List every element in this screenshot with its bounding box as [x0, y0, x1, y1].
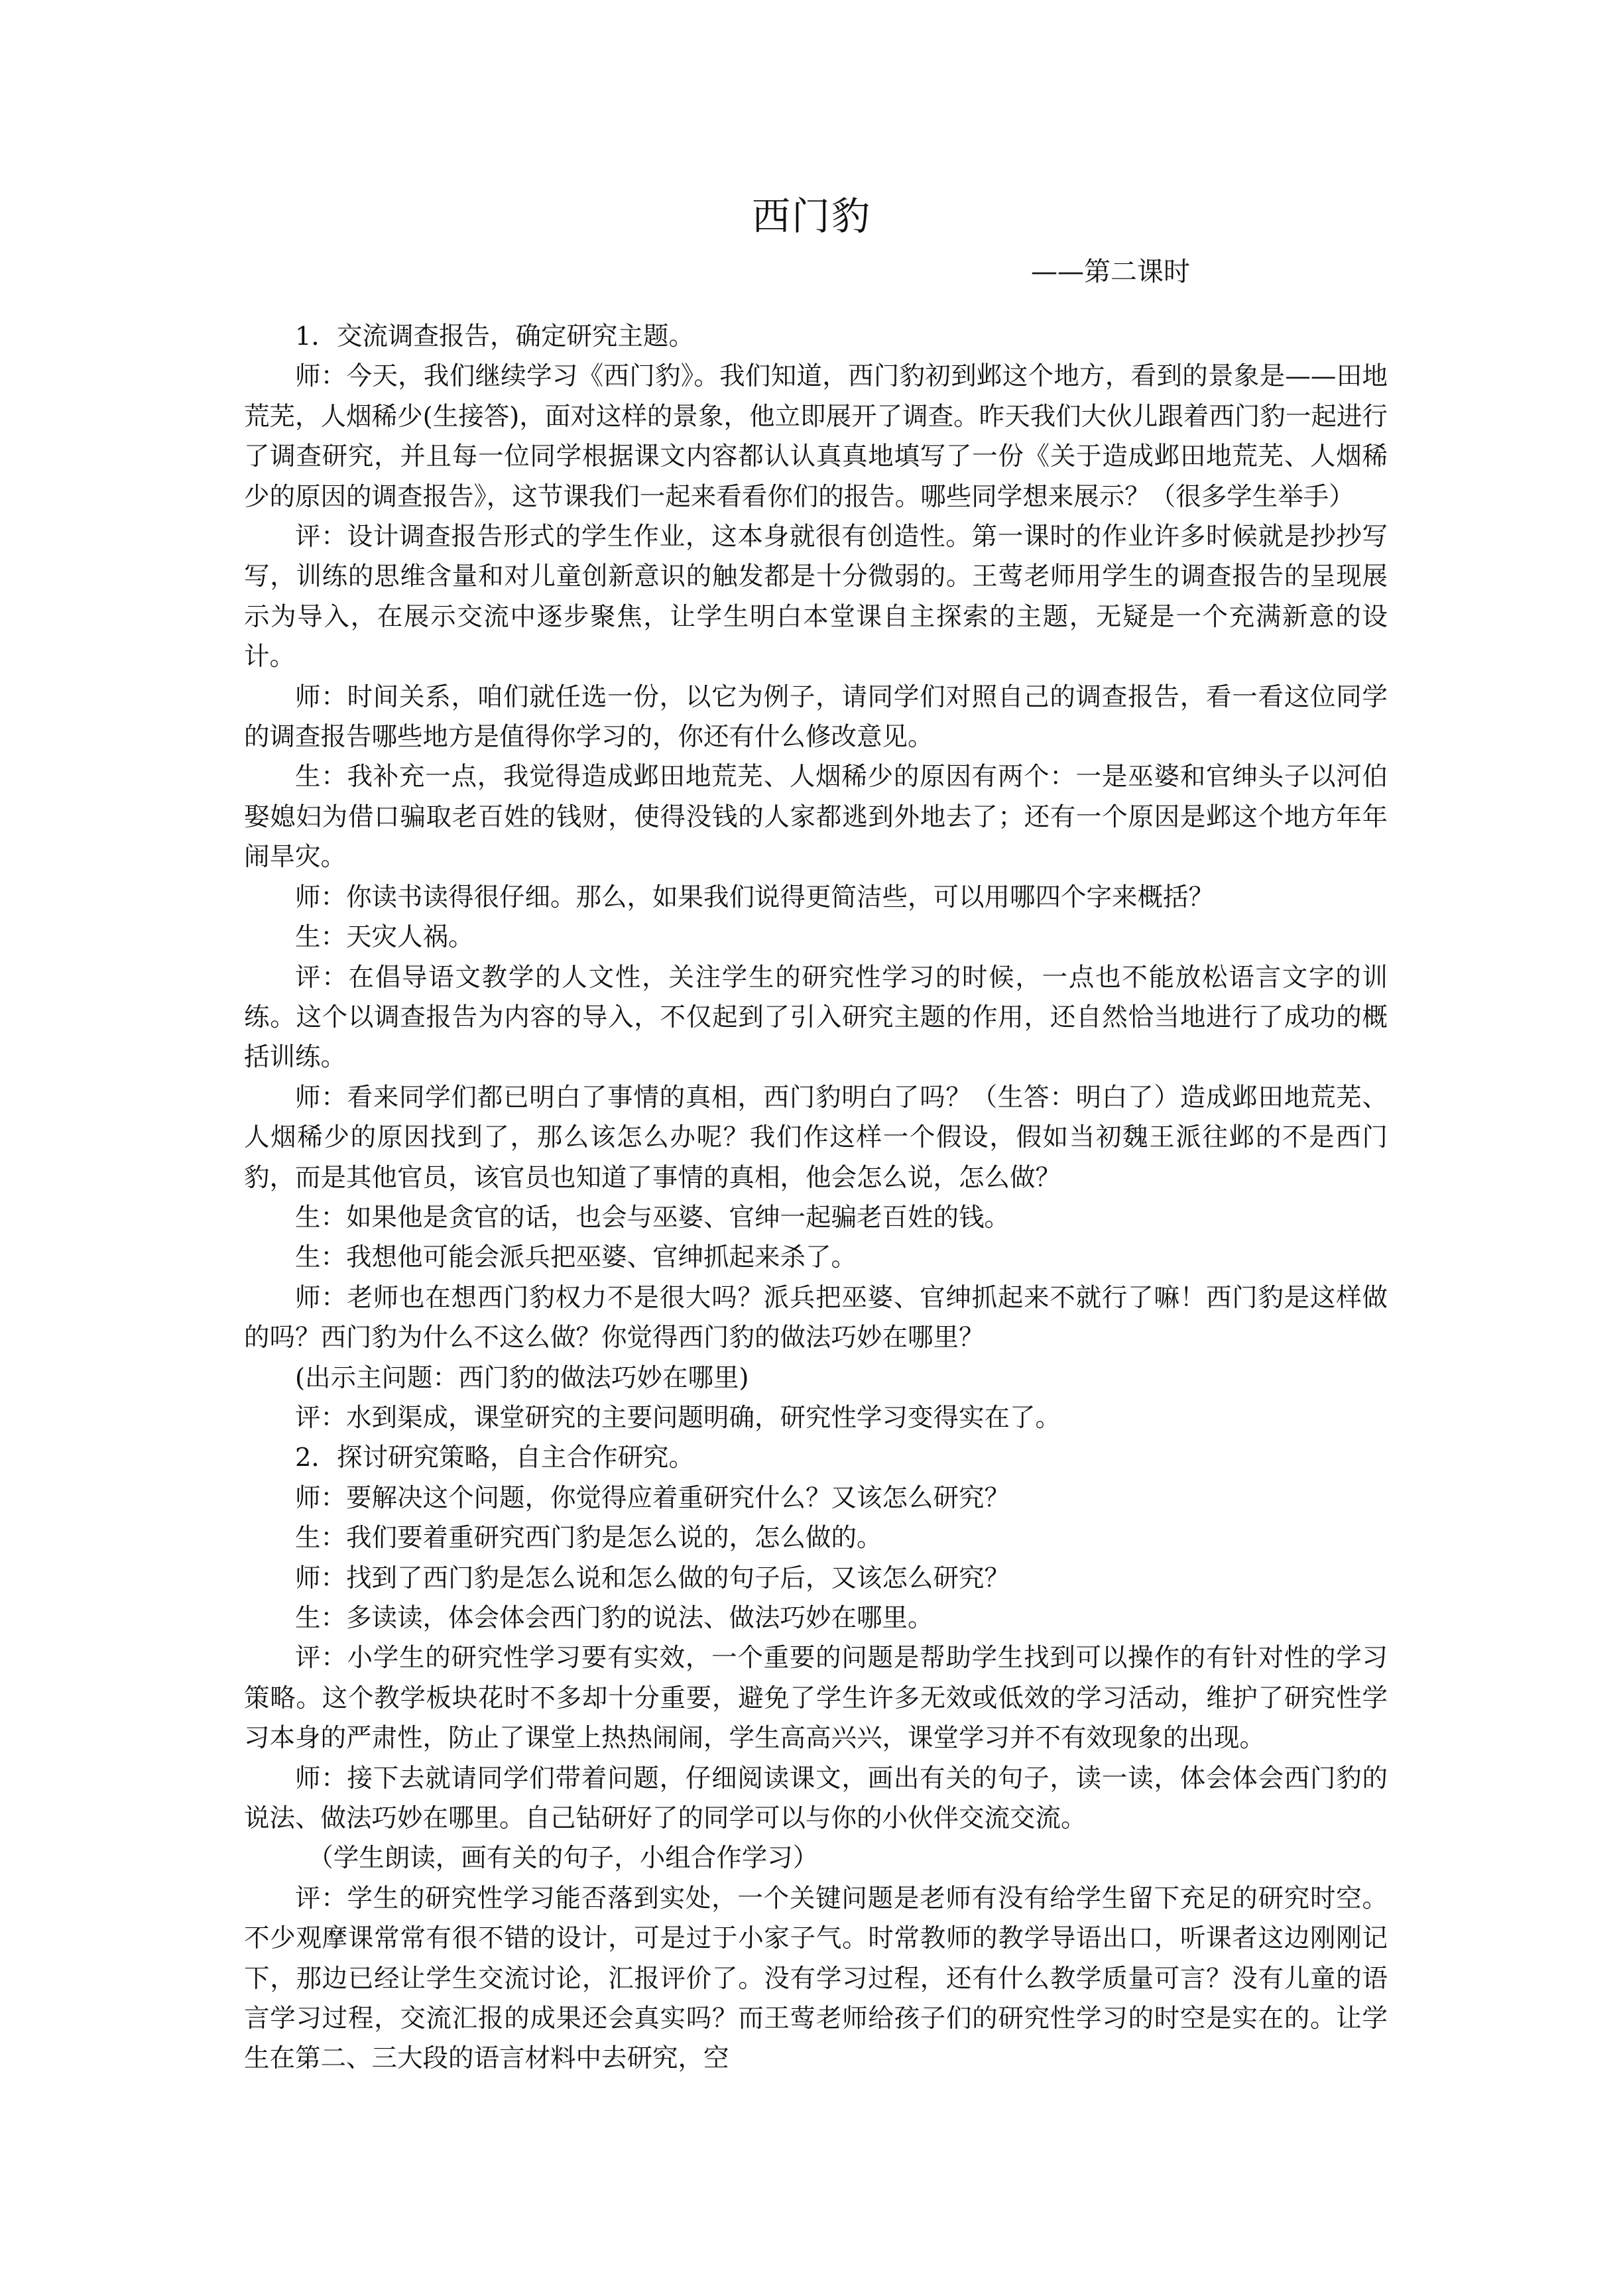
document-title: 西门豹 [751, 194, 871, 239]
paragraph: 生：如果他是贪官的话，也会与巫婆、官绅一起骗老百姓的钱。 [295, 1202, 1010, 1233]
paragraph: 评：设计调查报告形式的学生作业，这本身就很有创造性。第一课时的作业许多时候就是抄抄写写，训练的思维含量和对儿童创新意识的触发都是十分微弱的。王莺老师用学生的调查报告的呈现展示为导入，在展示交流中逐步聚焦，让学生明白本堂课自主探索的主题，无疑是一个充满新意的设计。 [244, 522, 1388, 672]
paragraph: 生：我们要着重研究西门豹是怎么说的，怎么做的。 [295, 1523, 882, 1553]
paragraph: （学生朗读，画有关的句子，小组合作学习） [308, 1843, 819, 1874]
paragraph: (出示主问题：西门豹的做法巧妙在哪里) [295, 1362, 749, 1393]
paragraph: 生：天灾人祸。 [295, 922, 474, 953]
paragraph: 生：我想他可能会派兵把巫婆、官绅抓起来杀了。 [295, 1242, 857, 1273]
paragraph: 评：水到渠成，课堂研究的主要问题明确，研究性学习变得实在了。 [295, 1402, 1061, 1433]
paragraph: 师：找到了西门豹是怎么说和怎么做的句子后，又该怎么研究？ [295, 1563, 1010, 1593]
paragraph: 评：学生的研究性学习能否落到实处，一个关键问题是老师有没有给学生留下充足的研究时空。不少观摩课常常有很不错的设计，可是过于小家子气。时常教师的教学导语出口，听课者这边刚刚记下，那边已经让学生交流讨论，汇报评价了。没有学习过程，还有什么教学质量可言？没有儿童的语言学习过程，交流汇报的成果还会真实吗？而王莺老师给孩子们的研究性学习的时空是实在的。让学生在第二、三大段的语言材料中去研究，空 [244, 1883, 1388, 2074]
paragraph: 师：时间关系，咱们就任选一份，以它为例子，请同学们对照自己的调查报告，看一看这位同学的调查报告哪些地方是值得你学习的，你还有什么修改意见。 [244, 682, 1388, 753]
paragraph: 师：今天，我们继续学习《西门豹》。我们知道，西门豹初到邺这个地方，看到的景象是——田地荒芜，人烟稀少(生接答)，面对这样的景象，他立即展开了调查。昨天我们大伙儿跟着西门豹一起进行了调查研究，并且每一位同学根据课文内容都认认真真地填写了一份《关于造成邺田地荒芜、人烟稀少的原因的调查报告》，这节课我们一起来看看你们的报告。哪些同学想来展示？（很多学生举手） [244, 361, 1388, 512]
document-subtitle: ——第二课时 [1031, 257, 1190, 287]
paragraph: 生：我补充一点，我觉得造成邺田地荒芜、人烟稀少的原因有两个：一是巫婆和官绅头子以河伯娶媳妇为借口骗取老百姓的钱财，使得没钱的人家都逃到外地去了；还有一个原因是邺这个地方年年闹旱灾。 [244, 762, 1388, 873]
paragraph: 评：小学生的研究性学习要有实效，一个重要的问题是帮助学生找到可以操作的有针对性的学习策略。这个教学板块花时不多却十分重要，避免了学生许多无效或低效的学习活动，维护了研究性学习本身的严肃性，防止了课堂上热热闹闹，学生高高兴兴，课堂学习并不有效现象的出现。 [244, 1643, 1388, 1754]
paragraph: 2．探讨研究策略，自主合作研究。 [295, 1443, 694, 1473]
paragraph: 评：在倡导语文教学的人文性，关注学生的研究性学习的时候，一点也不能放松语言文字的训练。这个以调查报告为内容的导入，不仅起到了引入研究主题的作用，还自然恰当地进行了成功的概括训练。 [244, 962, 1388, 1073]
paragraph: 师：要解决这个问题，你觉得应着重研究什么？又该怎么研究？ [295, 1482, 1010, 1513]
paragraph: 师：看来同学们都已明白了事情的真相，西门豹明白了吗？（生答：明白了）造成邺田地荒芜、人烟稀少的原因找到了，那么该怎么办呢？我们作这样一个假设，假如当初魏王派往邺的不是西门豹，而是其他官员，该官员也知道了事情的真相，他会怎么说，怎么做？ [244, 1082, 1388, 1193]
paragraph: 师：接下去就请同学们带着问题，仔细阅读课文，画出有关的句子，读一读，体会体会西门豹的说法、做法巧妙在哪里。自己钻研好了的同学可以与你的小伙伴交流交流。 [244, 1763, 1388, 1834]
paragraph: 1．交流调查报告，确定研究主题。 [295, 322, 694, 351]
paragraph: 生：多读读，体会体会西门豹的说法、做法巧妙在哪里。 [295, 1603, 933, 1633]
paragraph: 师：老师也在想西门豹权力不是很大吗？派兵把巫婆、官绅抓起来不就行了嘛！西门豹是这样做的吗？西门豹为什么不这么做？你觉得西门豹的做法巧妙在哪里？ [244, 1282, 1388, 1353]
paragraph: 师：你读书读得很仔细。那么，如果我们说得更简洁些，可以用哪四个字来概括？ [295, 882, 1215, 912]
document-body [244, 317, 1388, 2079]
